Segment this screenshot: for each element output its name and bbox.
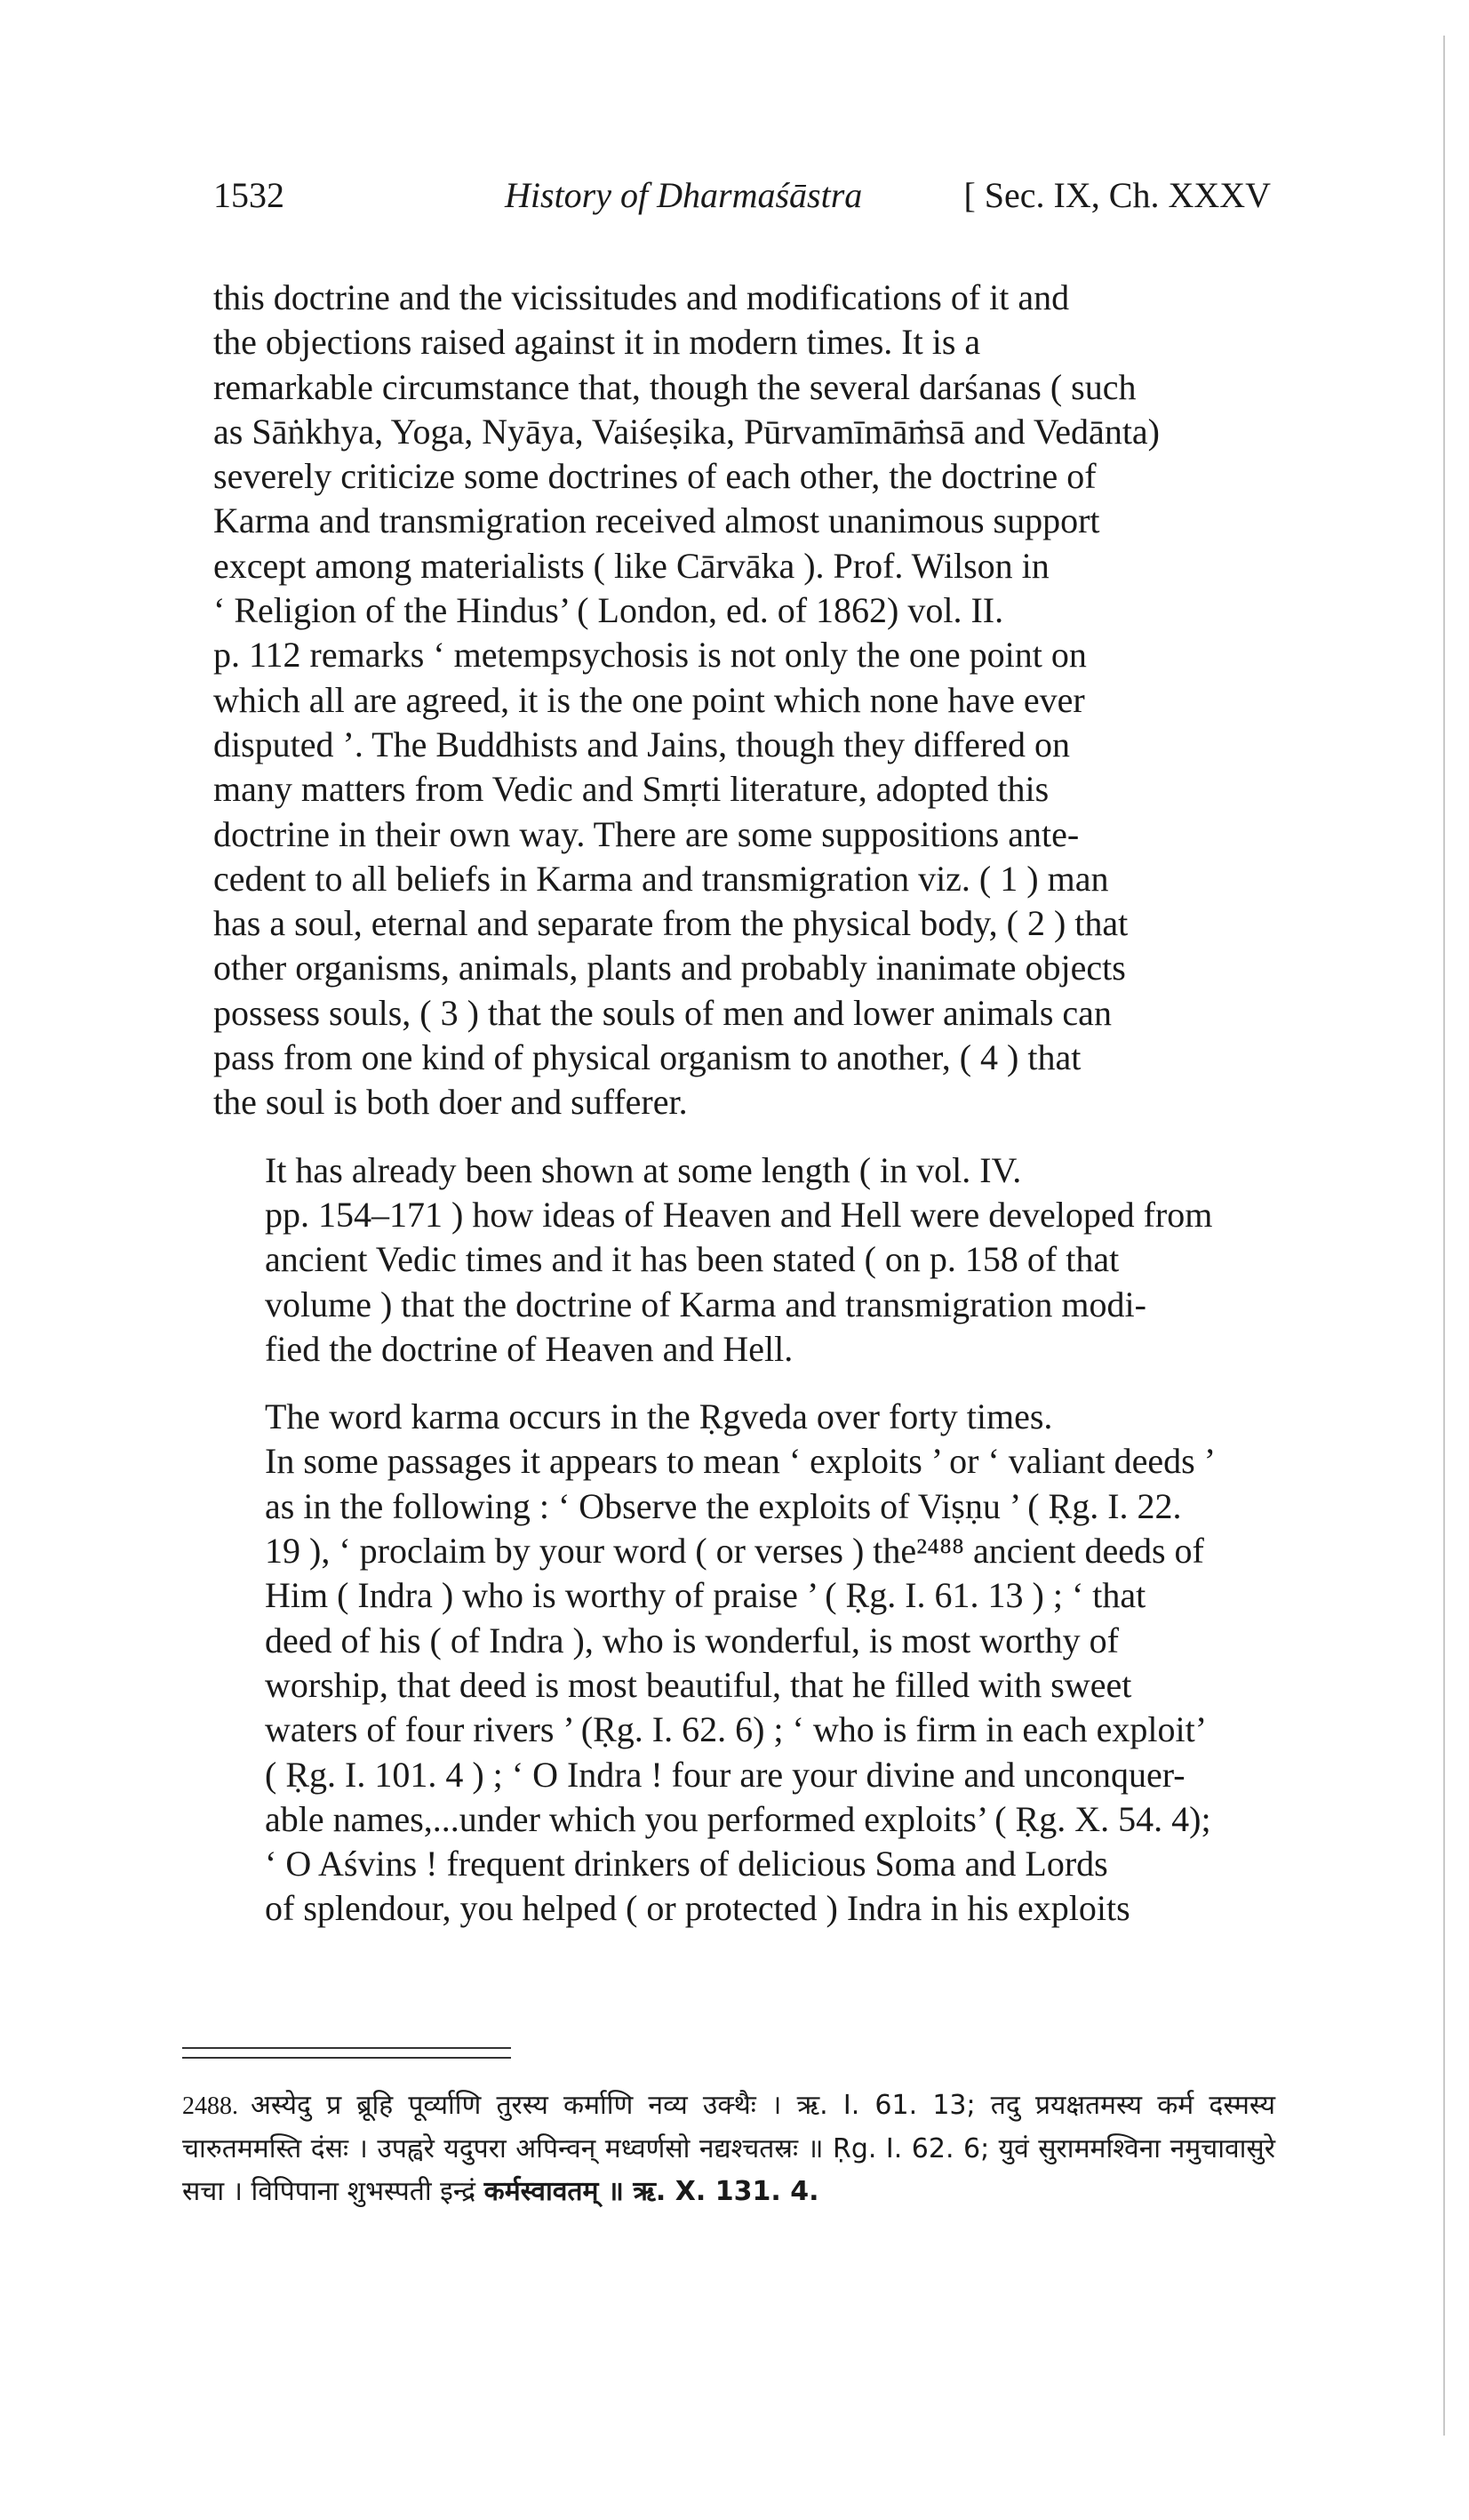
paragraph-1 <box>213 276 1275 1125</box>
text-line: In some passages it appears to mean ‘ exploits ’ or ‘ valiant deeds ’ <box>265 1441 1217 1482</box>
footnote-2488 <box>182 2084 1275 2213</box>
text-line: waters of four rivers ’ (Ṛg. I. 62. 6) ; ‘ who is firm in each exploit’ <box>265 1709 1208 1750</box>
text-line: as Sāṅkhya, Yoga, Nyāya, Vaiśeṣika, Pūrvamīmāṁsā and Vedānta) <box>213 411 1160 452</box>
text-line: ‘ Religion of the Hindus’ ( London, ed. of 1862) vol. II. <box>213 590 1004 631</box>
text-line: many matters from Vedic and Smṛti literature, adopted this <box>213 769 1050 810</box>
text-line: worship, that deed is most beautiful, that he filled with sweet <box>265 1664 1132 1705</box>
text-line: volume ) that the doctrine of Karma and transmigration modi- <box>265 1284 1146 1324</box>
text-line: ‘ O Aśvins ! frequent drinkers of delicious Soma and Lords <box>265 1844 1108 1884</box>
text-line: the soul is both doer and sufferer. <box>213 1082 688 1123</box>
text-line: pp. 154–171 ) how ideas of Heaven and Hell were developed from <box>265 1194 1213 1235</box>
text-line: ancient Vedic times and it has been stated ( on p. 158 of that <box>265 1239 1120 1280</box>
footnote-number: 2488. <box>182 2092 238 2120</box>
text-line: has a soul, eternal and separate from the physical body, ( 2 ) that <box>213 903 1129 944</box>
text-line: p. 112 remarks ‘ metempsychosis is not only the one point on <box>213 635 1087 676</box>
paragraph-3 <box>213 1395 1275 1932</box>
text-line: The word karma occurs in the Ṛgveda over forty times. <box>265 1396 1053 1437</box>
page-number: 1532 <box>213 175 284 215</box>
text-line: 19 ), ‘ proclaim by your word ( or verses ) the²⁴⁸⁸ ancient deeds of <box>265 1531 1204 1572</box>
text-line: except among materialists ( like Cārvāka ). Prof. Wilson in <box>213 545 1050 586</box>
footnote-separator <box>182 2047 511 2059</box>
text-line: of splendour, you helped ( or protected ) Indra in his exploits <box>265 1888 1130 1929</box>
text-line: Him ( Indra ) who is worthy of praise ’ ( Ṛg. I. 61. 13 ) ; ‘ that <box>265 1575 1146 1616</box>
text-line: fied the doctrine of Heaven and Hell. <box>265 1328 794 1369</box>
running-header <box>213 174 1271 236</box>
text-line: It has already been shown at some length ( in vol. IV. <box>265 1149 1022 1190</box>
footnote-sanskrit-ending: कर्मस्वावतम् ॥ ऋ. X. 131. 4. <box>483 2176 819 2207</box>
text-line: cedent to all beliefs in Karma and transmigration viz. ( 1 ) man <box>213 858 1109 899</box>
page-edge-line <box>1443 36 1445 2436</box>
running-title: History of Dharmaśāstra <box>505 175 863 215</box>
text-line: the objections raised against it in modern times. It is a <box>213 322 981 363</box>
text-line: disputed ’. The Buddhists and Jains, though they differed on <box>213 724 1070 764</box>
text-line: as in the following : ‘ Observe the exploits of Viṣṇu ’ ( Ṛg. I. 22. <box>265 1485 1182 1526</box>
text-line: possess souls, ( 3 ) that the souls of men and lower animals can <box>213 992 1112 1033</box>
text-line: other organisms, animals, plants and probably inanimate objects <box>213 948 1126 988</box>
text-line: severely criticize some doctrines of each other, the doctrine of <box>213 456 1097 497</box>
text-line: this doctrine and the vicissitudes and modifications of it and <box>213 277 1070 317</box>
paragraph-2 <box>213 1148 1275 1372</box>
text-line: Karma and transmigration received almost unanimous support <box>213 500 1100 541</box>
text-line: ( Ṛg. I. 101. 4 ) ; ‘ O Indra ! four are your divine and unconquer- <box>265 1754 1186 1795</box>
text-line: doctrine in their own way. There are some suppositions ante- <box>213 813 1080 854</box>
text-line: pass from one kind of physical organism to another, ( 4 ) that <box>213 1037 1082 1078</box>
text-line: remarkable circumstance that, though the several darśanas ( such <box>213 366 1137 407</box>
section-reference: [ Sec. IX, Ch. XXXV <box>963 175 1271 215</box>
text-line: which all are agreed, it is the one point which none have ever <box>213 679 1085 720</box>
footnote-sanskrit-text: अस्येदु प्र ब्रूहि पूर्व्याणि तुरस्य कर्माणि नव्य उक्थैः । ऋ. I. 61. 13; तदु प्रयक्षतमस्य कर्म दस्मस्य चारुतममस्ति दंसः । उपह्वरे यदुपरा अपिन्वन् मध्वर्णसो नद्यश्चतस्रः ॥ Ṛg. I. 62. 6; युवं सुराममश्विना नमुचावासुरे सचा । विपिपाना शुभस्पती इन्द्रं <box>182 2090 1275 2207</box>
text-line: able names,...under which you performed exploits’ ( Ṛg. X. 54. 4); <box>265 1798 1211 1839</box>
text-line: deed of his ( of Indra ), who is wonderful, is most worthy of <box>265 1620 1119 1660</box>
body-text <box>213 276 1275 1932</box>
